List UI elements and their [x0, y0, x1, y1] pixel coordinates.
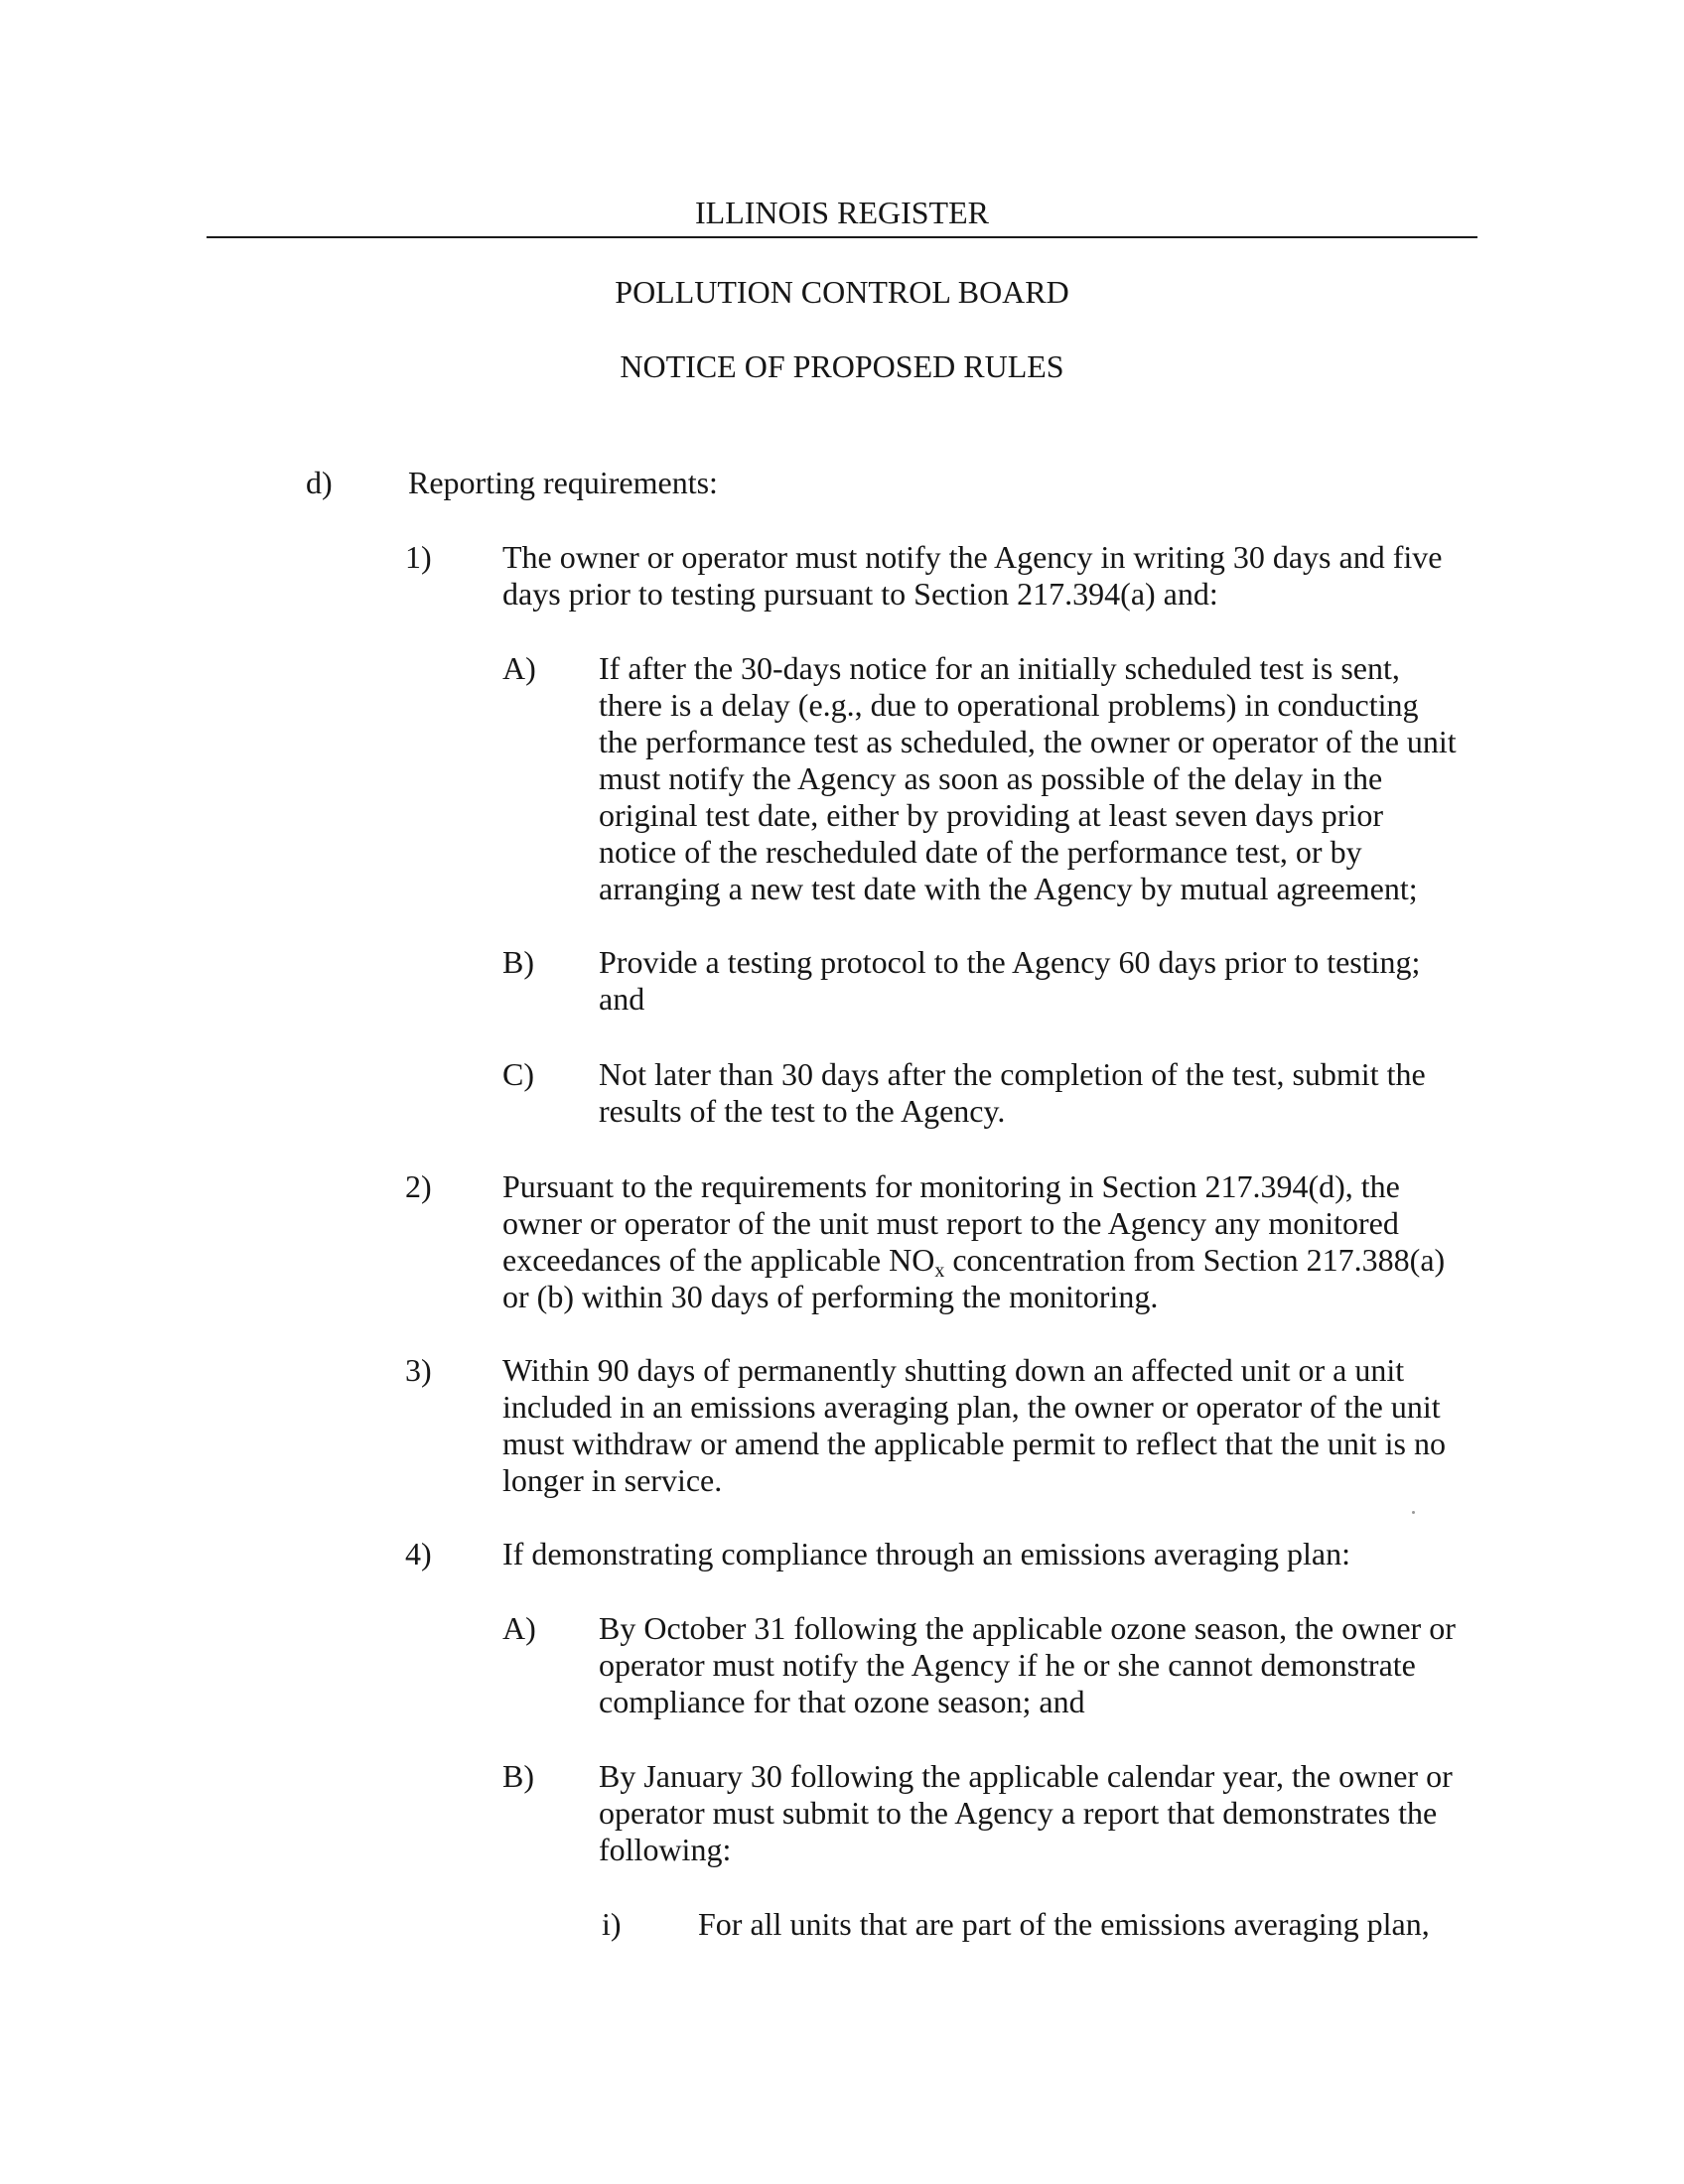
item-2-line: or (b) within 30 days of performing the monitoring.: [502, 1279, 1159, 1314]
item-4A-line: operator must notify the Agency if he or she cannot demonstrate: [599, 1647, 1416, 1683]
item-1B-line: and: [599, 981, 645, 1017]
item-2-text: [502, 1168, 1495, 1315]
item-1B-line: Provide a testing protocol to the Agency 60 days prior to testing;: [599, 944, 1421, 980]
header-rule: [207, 236, 1477, 238]
item-4B-line: By January 30 following the applicable calendar year, the owner or: [599, 1758, 1453, 1794]
item-4B-text: [599, 1758, 1492, 1868]
item-4A-label: A): [502, 1610, 536, 1646]
section-d-label: d): [306, 465, 333, 500]
item-1C-line: results of the test to the Agency.: [599, 1093, 1006, 1129]
item-1A-line: must notify the Agency as soon as possible of the delay in the: [599, 760, 1383, 796]
item-1B-label: B): [502, 944, 534, 980]
item-3-label: 3): [405, 1352, 432, 1388]
item-3-line: must withdraw or amend the applicable permit to reflect that the unit is no: [502, 1426, 1446, 1461]
item-4-text: [502, 1536, 1495, 1572]
item-2-line: owner or operator of the unit must report to the Agency any monitored: [502, 1205, 1399, 1241]
item-4-line: If demonstrating compliance through an emissions averaging plan:: [502, 1536, 1350, 1571]
item-1A-text: [599, 650, 1492, 907]
item-1C-label: C): [502, 1056, 534, 1092]
item-2-label: 2): [405, 1168, 432, 1204]
item-4B-label: B): [502, 1758, 534, 1794]
item-1A-line: the performance test as scheduled, the owner or operator of the unit: [599, 724, 1457, 759]
item-4-label: 4): [405, 1536, 432, 1571]
item-4B-line: operator must submit to the Agency a report that demonstrates the: [599, 1795, 1438, 1831]
item-1-text: [502, 539, 1495, 613]
item-1C-line: Not later than 30 days after the completion of the test, submit the: [599, 1056, 1426, 1092]
item-1A-line: notice of the rescheduled date of the performance test, or by: [599, 834, 1362, 870]
item-1A-line: If after the 30-days notice for an initially scheduled test is sent,: [599, 650, 1400, 686]
item-2-line: Pursuant to the requirements for monitoring in Section 217.394(d), the: [502, 1168, 1400, 1204]
item-4B-line: following:: [599, 1832, 732, 1867]
item-3-line: Within 90 days of permanently shutting down an affected unit or a unit: [502, 1352, 1405, 1388]
item-4Bi-line: For all units that are part of the emissions averaging plan,: [698, 1906, 1430, 1942]
item-4A-line: compliance for that ozone season; and: [599, 1684, 1085, 1719]
item-1-line: days prior to testing pursuant to Section 217.394(a) and:: [502, 576, 1218, 612]
item-4Bi-text: [698, 1906, 1492, 1943]
item-2-text-segment: exceedances of the applicable NO: [502, 1242, 935, 1278]
section-d-title: Reporting requirements:: [408, 465, 718, 500]
item-2-text-segment: concentration from Section 217.388(a): [944, 1242, 1446, 1278]
item-1A-line: original test date, either by providing at least seven days prior: [599, 797, 1383, 833]
item-3-text: [502, 1352, 1495, 1499]
notice-title: NOTICE OF PROPOSED RULES: [620, 348, 1064, 384]
item-4A-line: By October 31 following the applicable ozone season, the owner or: [599, 1610, 1456, 1646]
item-4A-text: [599, 1610, 1492, 1720]
item-3-line: longer in service.: [502, 1462, 723, 1498]
item-1-label: 1): [405, 539, 432, 575]
scan-speck: [1412, 1511, 1415, 1514]
nox-subscript: x: [934, 1260, 945, 1282]
item-1-line: The owner or operator must notify the Agency in writing 30 days and five: [502, 539, 1443, 575]
board-name: POLLUTION CONTROL BOARD: [615, 274, 1069, 310]
register-title: ILLINOIS REGISTER: [695, 195, 989, 230]
item-3-line: included in an emissions averaging plan, the owner or operator of the unit: [502, 1389, 1441, 1425]
item-1B-text: [599, 944, 1492, 1018]
item-1C-text: [599, 1056, 1492, 1130]
item-1A-line: there is a delay (e.g., due to operational problems) in conducting: [599, 687, 1419, 723]
item-1A-line: arranging a new test date with the Agency by mutual agreement;: [599, 871, 1418, 906]
item-2-line: [502, 1242, 1495, 1282]
item-1A-label: A): [502, 650, 536, 686]
item-4Bi-label: i): [602, 1906, 622, 1942]
